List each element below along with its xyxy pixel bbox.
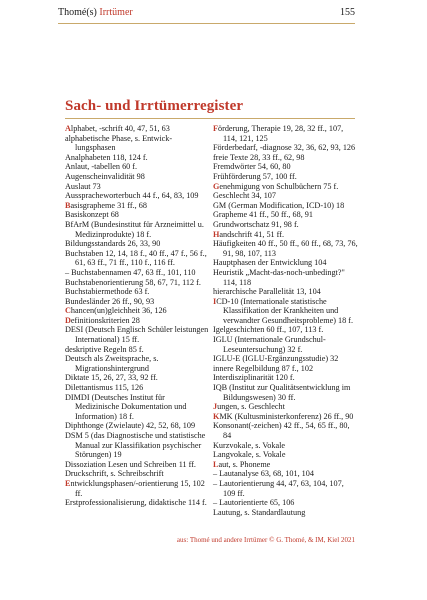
header-suffix: Irrtümer: [99, 7, 133, 18]
index-entry: [213, 354, 358, 364]
header-title: [58, 7, 133, 18]
index-entry: [213, 162, 358, 172]
index-entry-text: Basiskonzept 68: [65, 210, 119, 220]
index-entry-text: hancen(un)gleichheit 36, 126: [70, 306, 167, 316]
index-entry-text: – Lautanalyse 63, 68, 101, 104: [213, 469, 314, 479]
index-entry: [213, 297, 358, 326]
index-entry: [213, 325, 358, 335]
index-entry-text: deskriptive Regeln 85 f.: [65, 344, 144, 354]
index-entry: [213, 498, 358, 508]
index-entry-text: Dilettantismus 115, 126: [65, 383, 144, 393]
index-entry-text: lphabet, -schrift 40, 47, 51, 63: [70, 124, 170, 133]
page-title: Sach- und Irrtümerregister: [65, 98, 244, 114]
index-entry: [213, 479, 358, 498]
index-entry: [213, 124, 358, 143]
index-entry: [65, 469, 210, 479]
index-entry-text: CD-10 (Internationale statistische Klassifikation der Krankheiten und verwandter Gesundheitsprobleme) 18 f.: [216, 296, 354, 325]
index-entry-text: Kurzvokale, s. Vokale: [213, 440, 286, 450]
index-entry-text: Deutsch als Zweitsprache, s. Migrationshintergrund: [65, 354, 159, 373]
index-letter-initial: D: [65, 315, 71, 325]
index-entry-text: Frühförderung 57, 100 ff.: [213, 171, 297, 181]
index-entry-text: aut, s. Phoneme: [218, 459, 271, 469]
index-letter-initial: L: [213, 459, 219, 469]
index-entry-text: DSM 5 (das Diagnostische und statistische Manual zur Klassifikation psychischer Störungen) 19: [65, 431, 206, 460]
index-entry: [213, 239, 358, 258]
index-entry: [213, 412, 358, 422]
index-entry-text: – Lautorientierte 65, 106: [213, 498, 295, 508]
index-entry: [65, 162, 210, 172]
index-entry: [65, 306, 210, 316]
index-entry-text: andschrift 41, 51 ff.: [219, 229, 285, 239]
index-entry: [65, 268, 210, 278]
index-entry-text: hierarchische Parallelität 13, 104: [213, 287, 321, 297]
index-letter-initial: E: [65, 478, 71, 488]
index-entry: [213, 172, 358, 182]
index-entry: [213, 143, 358, 153]
header-prefix: Thomé(s): [58, 7, 100, 18]
index-entry-text: Fremdwörter 54, 60, 80: [213, 162, 291, 172]
index-entry-text: – Lautorientierung 44, 47, 63, 104, 107, 109 ff.: [213, 478, 344, 498]
index-entry: [213, 287, 358, 297]
index-column-right: [213, 124, 358, 517]
index-entry: [213, 220, 358, 230]
index-entry: [213, 469, 358, 479]
index-entry: [65, 316, 210, 326]
index-entry-text: efinitionskriterien 28: [70, 315, 140, 325]
index-entry: [213, 450, 358, 460]
index-entry-text: Anlaut, -tabellen 60 f.: [65, 162, 138, 172]
index-entry-text: Buchstabiermethode 63 f.: [65, 287, 150, 297]
index-entry: [213, 230, 358, 240]
index-entry-text: ntwicklungsphasen/-orientierung 15, 102 ff.: [70, 478, 205, 498]
index-entry: [213, 201, 358, 211]
index-entry: [65, 153, 210, 163]
index-entry-text: Häufigkeiten 40 ff., 50 ff., 60 ff., 68, 73, 76, 91, 98, 107, 113: [213, 239, 358, 258]
index-entry-text: IGLU-E (IGLU-Ergänzungsstudie) 32: [213, 354, 339, 364]
index-entry: [65, 383, 210, 393]
index-entry-text: Hauptphasen der Entwicklung 104: [213, 258, 327, 268]
index-entry: [65, 354, 210, 373]
index-letter-initial: B: [65, 200, 71, 210]
index-entry: [65, 182, 210, 192]
index-entry-text: BfArM (Bundesinstitut für Arzneimittel u. Medizinprodukte) 18 f.: [65, 219, 204, 239]
header-rule: [58, 23, 355, 24]
index-entry: [65, 460, 210, 470]
index-entry: [65, 421, 210, 431]
index-entry: [213, 335, 358, 354]
index-entry-text: GM (German Modification, ICD-10) 18: [213, 200, 345, 210]
index-entry: [65, 249, 210, 268]
index-entry-text: örderung, Therapie 19, 28, 32 ff., 107, 114, 121, 125: [218, 124, 344, 143]
index-entry: [65, 239, 210, 249]
index-entry: [213, 383, 358, 402]
index-entry-text: IGLU (Internationale Grundschul-Leseuntersuchung) 32 f.: [213, 335, 326, 354]
index-entry: [65, 124, 210, 134]
index-entry-text: innere Regelbildung 87 f., 102: [213, 363, 314, 373]
index-entry: [65, 479, 210, 498]
index-entry: [65, 373, 210, 383]
index-entry: [65, 278, 210, 288]
index-entry-text: Langvokale, s. Vokale: [213, 450, 286, 460]
index-entry-text: freie Texte 28, 33 ff., 62, 98: [213, 152, 305, 162]
index-letter-initial: J: [213, 402, 218, 412]
index-entry-text: Dissoziation Lesen und Schreiben 11 ff.: [65, 459, 196, 469]
index-entry: [65, 431, 210, 460]
index-entry-text: Ausspracheworterbuch 44 f., 64, 83, 109: [65, 191, 199, 201]
index-letter-initial: F: [213, 124, 219, 133]
index-entry-text: asisgrapheme 31 ff., 68: [70, 200, 147, 210]
index-entry-text: Grundwortschatz 91, 98 f.: [213, 219, 299, 229]
index-entry-text: Erstprofessionalisierung, didaktische 114 f.: [65, 498, 207, 508]
page-number: 155: [340, 7, 355, 18]
index-letter-initial: I: [213, 296, 217, 306]
running-header: [58, 7, 355, 23]
index-entry-text: Analphabeten 118, 124 f.: [65, 152, 148, 162]
index-entry-text: Heuristik „Macht-das-noch-unbedingt?" 114, 118: [213, 267, 345, 287]
index-entry-text: Bildungsstandards 26, 33, 90: [65, 239, 161, 249]
index-entry: [213, 373, 358, 383]
index-entry: [213, 421, 358, 440]
index-entry-text: Druckschrift, s. Schreibschrift: [65, 469, 164, 479]
index-entry: [213, 268, 358, 287]
title-rule: [65, 118, 355, 119]
index-entry-text: – Buchstabennamen 47, 63 ff., 101, 110: [65, 267, 196, 277]
page-footer: aus: Thomé und andere Irrtümer © G. Thomé, & IM, Kiel 2021: [176, 536, 355, 544]
index-entry-text: Geschlecht 34, 107: [213, 191, 276, 201]
index-entry: [213, 210, 358, 220]
index-entry: [65, 220, 210, 239]
index-entry-text: DESI (Deutsch Englisch Schüler leistungen International) 15 ff.: [65, 325, 209, 345]
index-entry: [65, 191, 210, 201]
index-entry: [65, 498, 210, 508]
index-entry-text: Diphthonge (Zwielaute) 42, 52, 68, 109: [65, 421, 196, 431]
index-letter-initial: A: [65, 124, 71, 133]
index-letter-initial: G: [213, 181, 220, 191]
index-entry: [213, 441, 358, 451]
index-entry-text: Igelgeschichten 60 ff., 107, 113 f.: [213, 325, 324, 335]
index-entry: [65, 393, 210, 422]
index-entry: [213, 191, 358, 201]
index-entry-text: Auslaut 73: [65, 181, 101, 191]
index-entry: [213, 402, 358, 412]
index-column-left: [65, 124, 210, 508]
index-entry: [65, 287, 210, 297]
index-entry-text: MK (Kultusministerkonferenz) 26 ff., 90: [219, 411, 354, 421]
index-entry: [65, 172, 210, 182]
index-entry: [65, 325, 210, 344]
index-entry-text: Buchstaben 12, 14, 18 f., 40 ff., 47 f., 56 f., 61, 63 ff., 71 ff., 110 f., 116 ff.: [65, 248, 207, 268]
index-entry-text: Konsonant(-zeichen) 42 ff., 54, 65 ff., 80, 84: [213, 421, 350, 440]
index-entry: [213, 182, 358, 192]
index-entry-text: IQB (Institut zur Qualitätsentwicklung im Bildungswesen) 30 ff.: [213, 383, 351, 402]
index-entry: [65, 297, 210, 307]
index-entry-text: Förderbedarf, -diagnose 32, 36, 62, 93, 126: [213, 143, 356, 153]
index-entry-text: Bundesländer 26 ff., 90, 93: [65, 296, 155, 306]
index-letter-initial: K: [213, 411, 220, 421]
index-letter-initial: C: [65, 306, 71, 316]
index-entry-text: Lautung, s. Standardlautung: [213, 507, 306, 517]
index-entry-text: Interdisziplinarität 120 f.: [213, 373, 295, 383]
index-entry: [65, 210, 210, 220]
index-entry: [65, 134, 210, 153]
index-entry-text: Grapheme 41 ff., 50 ff., 68, 91: [213, 210, 313, 220]
index-entry-text: DIMDI (Deutsches Institut für Medizinische Dokumentation und Information) 18 f.: [65, 392, 187, 421]
index-entry: [65, 345, 210, 355]
index-entry-text: Diktate 15, 26, 27, 33, 92 ff.: [65, 373, 158, 383]
index-entry-text: Augenscheinvalidität 98: [65, 171, 145, 181]
index-entry: [213, 364, 358, 374]
index-entry-text: enehmigung von Schulbüchern 75 f.: [219, 181, 339, 191]
index-entry-text: alphabetische Phase, s. Entwick-lungsphasen: [65, 133, 173, 153]
index-entry-text: Buchstabenorientierung 58, 67, 71, 112 f.: [65, 277, 201, 287]
index-entry: [65, 201, 210, 211]
index-entry: [213, 153, 358, 163]
index-entry-text: ungen, s. Geschlecht: [217, 402, 285, 412]
index-entry: [213, 508, 358, 518]
index-entry: [213, 258, 358, 268]
index-letter-initial: H: [213, 229, 220, 239]
index-entry: [213, 460, 358, 470]
